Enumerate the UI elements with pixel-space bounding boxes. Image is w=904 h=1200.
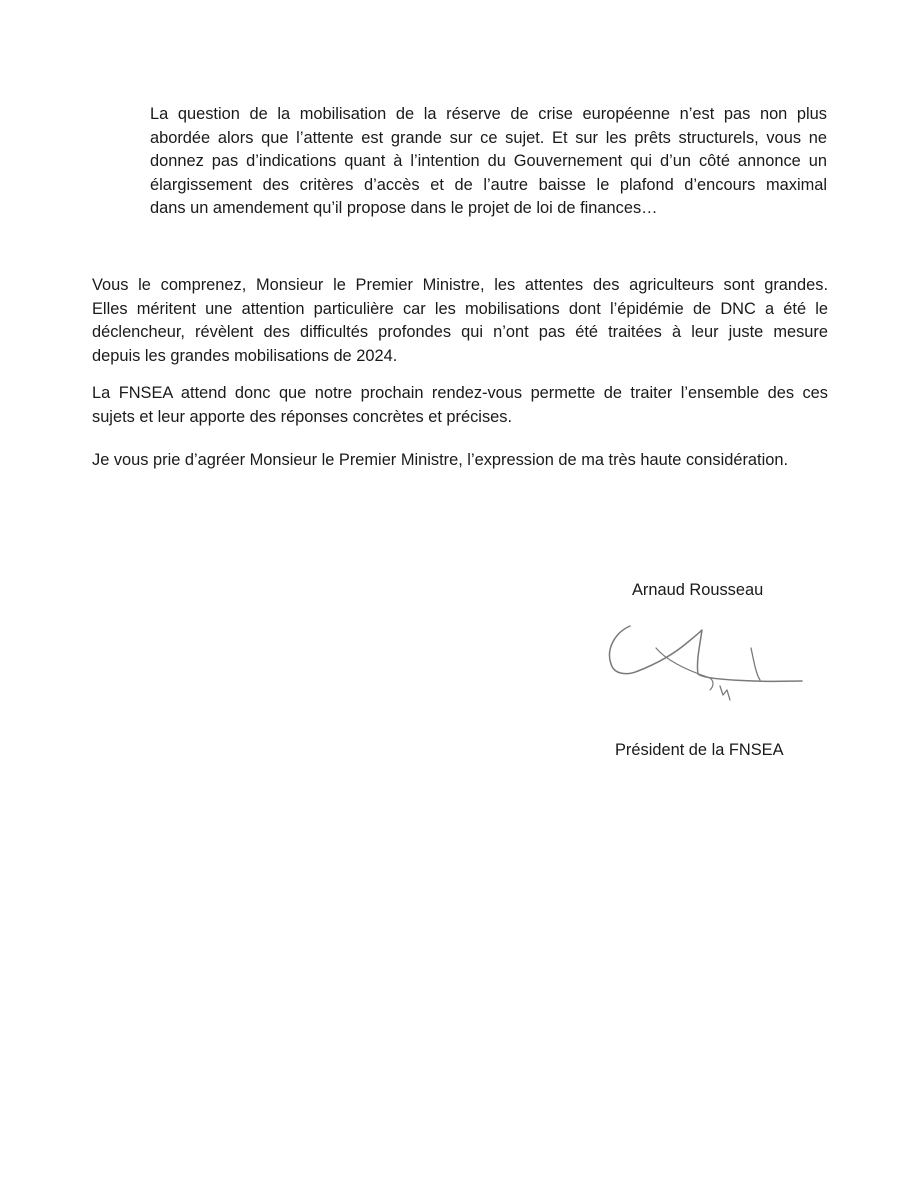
paragraph-line: La question de la mobilisation de la réserve de crise européenne n’est pas non plus [150, 105, 827, 123]
paragraph-line: La FNSEA attend donc que notre prochain rendez-vous permette de traiter l’ensemble des ces [92, 384, 828, 402]
paragraph-line: Elles méritent une attention particulière car les mobilisations dont l’épidémie de DNC a été le [92, 299, 828, 318]
signature-stroke-tail [656, 648, 713, 690]
handwritten-signature [604, 618, 809, 708]
signature-stroke-hook [720, 686, 730, 700]
signature-stroke-rise [751, 648, 760, 680]
paragraph-line: déclencheur, révèlent des difficultés profondes qui n’ont pas été traitées à leur juste mesure [92, 323, 828, 341]
paragraph-reserve-crise [150, 103, 827, 221]
paragraph-line: Je vous prie d’agréer Monsieur le Premier Ministre, l’expression de ma très haute considération. [92, 451, 789, 469]
paragraph-line: élargissement des critères d’accès et de l’autre baisse le plafond d’encours maximal [150, 175, 827, 194]
paragraph-rendez-vous [92, 382, 828, 429]
paragraph-closing-formula [92, 449, 828, 473]
paragraph-line: sujets et leur apporte des réponses concrètes et précises. [92, 407, 513, 426]
signatory-name: Arnaud Rousseau [632, 581, 764, 599]
paragraph-line: dans un amendement qu’il propose dans le projet de loi de finances… [150, 199, 658, 217]
paragraph-line: donnez pas d’indications quant à l’intention du Gouvernement qui d’un côté annonce un [150, 152, 827, 170]
signature-stroke-loop [610, 626, 802, 681]
paragraph-line: abordée alors que l’attente est grande sur ce sujet. Et sur les prêts structurels, vous ne [150, 128, 827, 147]
paragraph-attentes-agriculteurs [92, 274, 828, 368]
paragraph-line: depuis les grandes mobilisations de 2024. [92, 346, 398, 365]
paragraph-line: Vous le comprenez, Monsieur le Premier Ministre, les attentes des agriculteurs sont grandes. [92, 276, 828, 294]
signatory-title: Président de la FNSEA [615, 741, 784, 759]
